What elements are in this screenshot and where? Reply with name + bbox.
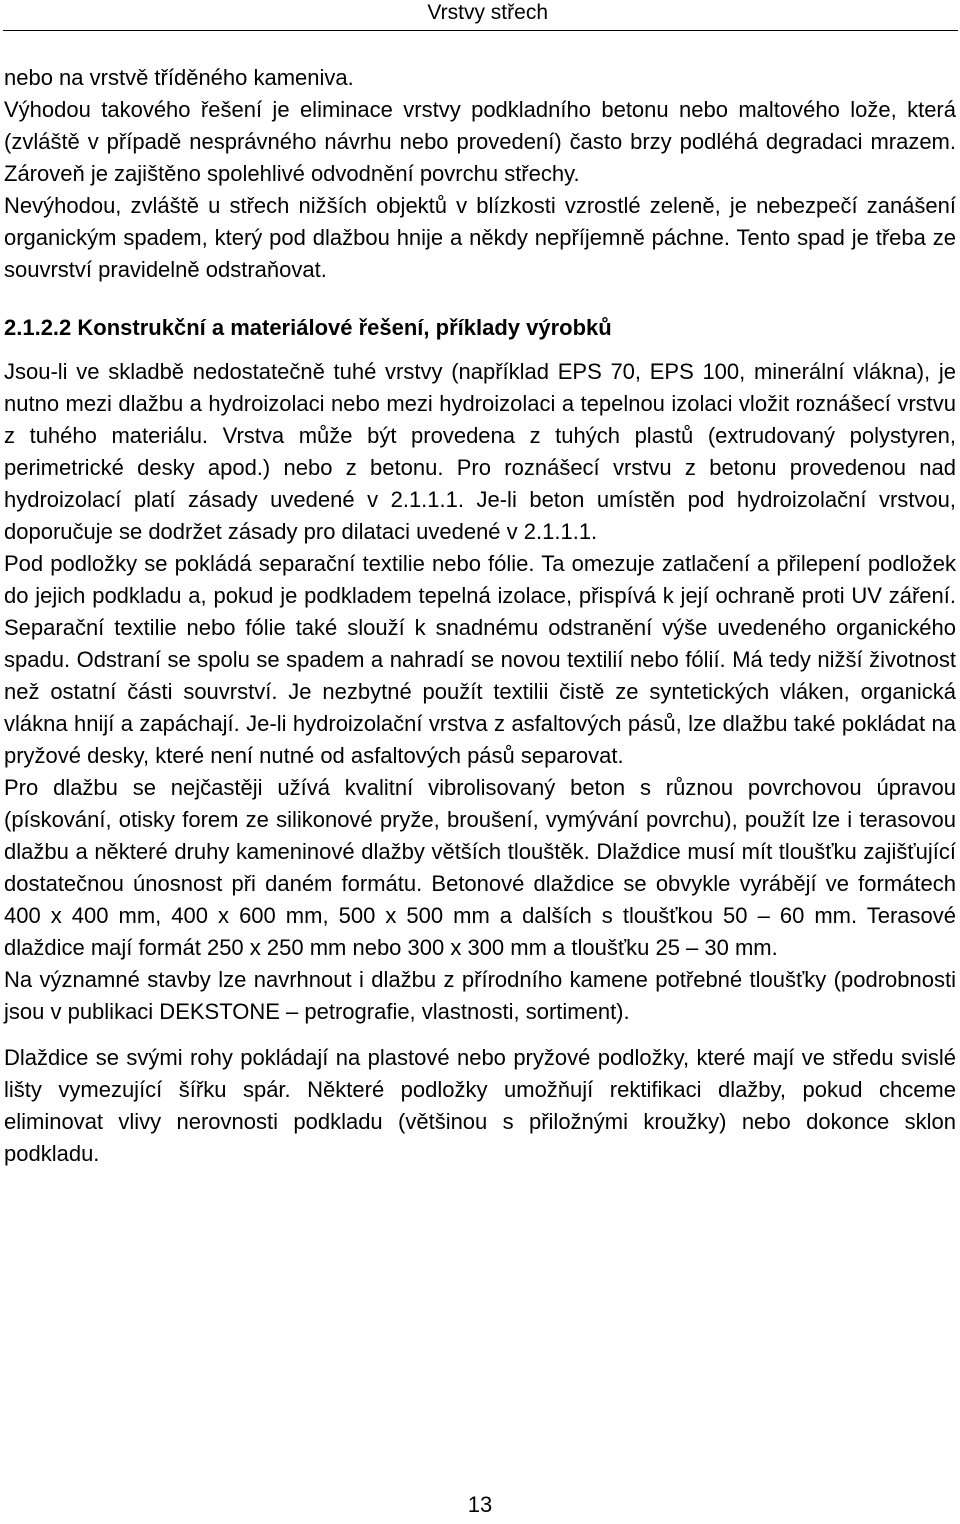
paragraph: Dlaždice se svými rohy pokládají na plastové nebo pryžové podložky, které mají ve středu svislé lišty vymezující šířku spár. Některé podložky umožňují rektifikaci dlažby, pokud chceme eliminovat vlivy nerovnosti podkladu (většinou s přiložnými kroužky) nebo dokonce sklon podkladu. <box>4 1045 956 1166</box>
running-header <box>3 0 958 31</box>
paragraph: Na významné stavby lze navrhnout i dlažbu z přírodního kamene potřebné tloušťky (podrobnosti jsou v publikaci DEKSTONE – petrografie, vlastnosti, sortiment). <box>4 967 956 1024</box>
page-number: 13 <box>467 1492 493 1517</box>
page-content <box>4 62 956 1170</box>
paragraph: Pod podložky se pokládá separační textilie nebo fólie. Ta omezuje zatlačení a přilepení podložek do jejich podkladu a, pokud je podkladem tepelná izolace, přispívá k její ochraně proti UV záření. Separační textilie nebo fólie také slouží k snadnému odstranění výše uvedeného organického spadu. Odstraní se spolu se spadem a nahradí se novou textilií nebo fólií. Má tedy nižší životnost než ostatní části souvrství. Je nezbytné použít textilii čistě ze syntetických vláken, organická vlákna hnijí a zapáchají. Je-li hydroizolační vrstva z asfaltových pásů, lze dlažbu také pokládat na pryžové desky, které není nutné od asfaltových pásů separovat. <box>4 551 956 768</box>
paragraph: Nevýhodou, zvláště u střech nižších objektů v blízkosti vzrostlé zeleně, je nebezpečí zanášení organickým spadem, který pod dlažbou hnije a někdy nepříjemně páchne. Tento spad je třeba ze souvrství pravidelně odstraňovat. <box>4 193 956 282</box>
paragraph: Pro dlažbu se nejčastěji užívá kvalitní vibrolisovaný beton s různou povrchovou úpravou (pískování, otisky forem ze silikonové pryže, broušení, vymývání povrchu), použít lze i terasovou dlažbu a některé druhy kameninové dlažby větších tlouštěk. Dlaždice musí mít tloušťku zajišťující dostatečnou únosnost při daném formátu. Betonové dlaždice se obvykle vyrábějí ve formátech 400 x 400 mm, 400 x 600 mm, 500 x 500 mm a dalších s tloušťkou 50 – 60 mm. Terasové dlaždice mají formát 250 x 250 mm nebo 300 x 300 mm a tloušťku 25 – 30 mm. <box>4 775 956 960</box>
paragraph: Výhodou takového řešení je eliminace vrstvy podkladního betonu nebo maltového lože, která (zvláště v případě nesprávného návrhu nebo provedení) často brzy podléhá degradaci mrazem. Zároveň je zajištěno spolehlivé odvodnění povrchu střechy. <box>4 97 956 186</box>
paragraph: Jsou-li ve skladbě nedostatečně tuhé vrstvy (například EPS 70, EPS 100, minerální vlákna), je nutno mezi dlažbu a hydroizolaci nebo mezi hydroizolaci a tepelnou izolaci vložit roznášecí vrstvu z tuhého materiálu. Vrstva může být provedena z tuhých plastů (extrudovaný polystyren, perimetrické desky apod.) nebo z betonu. Pro roznášecí vrstvu z betonu provedenou nad hydroizolací platí zásady uvedené v 2.1.1.1. Je-li beton umístěn pod hydroizolační vrstvou, doporučuje se dodržet zásady pro dilataci uvedené v 2.1.1.1. <box>4 359 956 544</box>
section-heading: 2.1.2.2 Konstrukční a materiálové řešení, příklady výrobků <box>4 315 612 340</box>
paragraph: nebo na vrstvě tříděného kameniva. <box>4 65 354 90</box>
running-header-title: Vrstvy střech <box>427 1 548 24</box>
